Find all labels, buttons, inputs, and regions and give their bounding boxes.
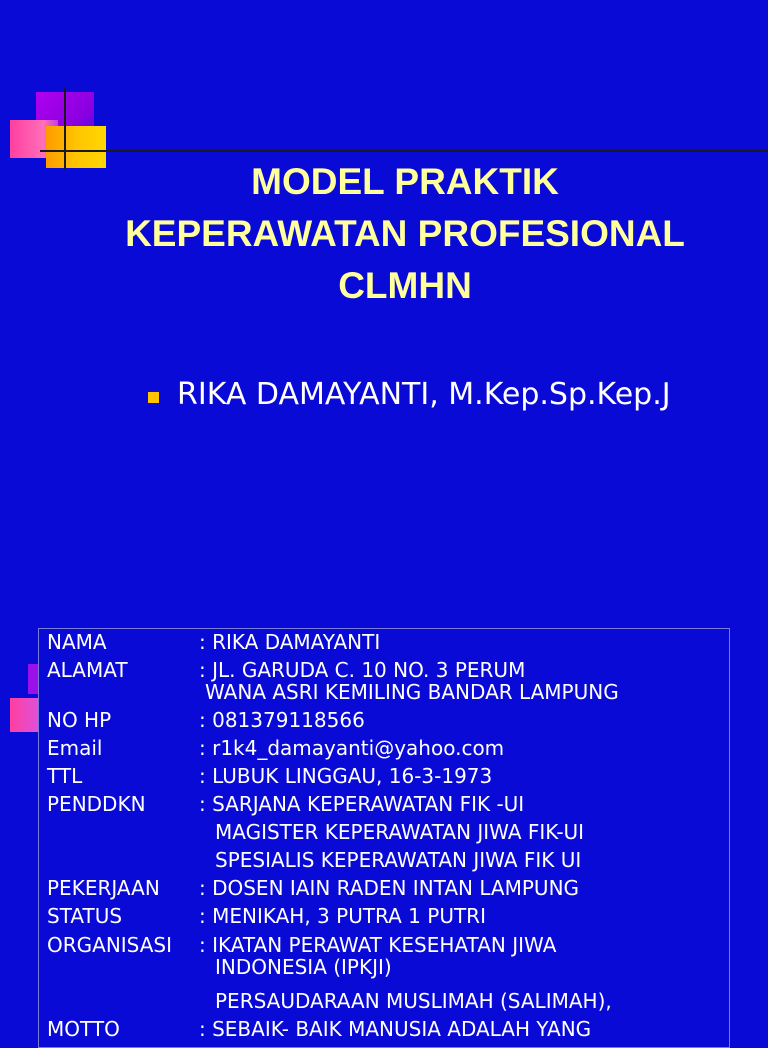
value-pendidikan: : SARJANA KEPERAWATAN FIK -UI: [199, 792, 525, 816]
title-line-1: MODEL PRAKTIK: [251, 161, 559, 202]
bullet-square-icon: [148, 392, 159, 403]
decorative-horizontal-line: [40, 150, 768, 152]
label-nama: NAMA: [47, 630, 107, 654]
author-name: RIKA DAMAYANTI, M.Kep.Sp.Kep.J: [177, 377, 671, 412]
value-organisasi-cont-2: PERSAUDARAAN MUSLIMAH (SALIMAH),: [215, 989, 612, 1013]
value-alamat: : JL. GARUDA C. 10 NO. 3 PERUM: [199, 658, 526, 682]
value-ttl: : LUBUK LINGGAU, 16-3-1973: [199, 764, 493, 788]
label-pendidikan: PENDDKN: [47, 792, 146, 816]
label-pekerjaan: PEKERJAAN: [47, 876, 160, 900]
label-organisasi: ORGANISASI: [47, 933, 173, 957]
biodata-row-motto: [47, 1017, 592, 1045]
value-email: : r1k4_damayanti@yahoo.com: [199, 736, 505, 760]
value-motto: : SEBAIK- BAIK MANUSIA ADALAH YANG: [199, 1017, 592, 1041]
biodata-row-pekerjaan: [47, 876, 580, 904]
slide-title: [60, 156, 750, 312]
label-alamat: ALAMAT: [47, 658, 128, 682]
value-alamat-cont: WANA ASRI KEMILING BANDAR LAMPUNG: [205, 680, 619, 704]
value-pendidikan-cont-1: MAGISTER KEPERAWATAN JIWA FIK-UI: [215, 820, 585, 844]
label-ttl: TTL: [47, 764, 83, 788]
biodata-row-alamat: [47, 658, 526, 682]
value-pendidikan-cont-2: SPESIALIS KEPERAWATAN JIWA FIK UI: [215, 848, 582, 872]
value-status: : MENIKAH, 3 PUTRA 1 PUTRI: [199, 904, 486, 928]
biodata-row-ttl: [47, 764, 493, 792]
biodata-row-status: [47, 904, 486, 932]
biodata-list: [47, 630, 619, 1045]
biodata-row-nama: [47, 630, 461, 652]
value-organisasi: : IKATAN PERAWAT KESEHATAN JIWA: [199, 933, 557, 957]
label-motto: MOTTO: [47, 1017, 120, 1041]
decorative-square-pink-2: [10, 698, 38, 732]
value-nama: : RIKA DAMAYANTI: [199, 630, 381, 654]
value-organisasi-cont-1: INDONESIA (IPKJI): [215, 955, 392, 979]
label-nohp: NO HP: [47, 708, 112, 732]
biodata-row-organisasi: [47, 933, 557, 957]
value-pekerjaan: : DOSEN IAIN RADEN INTAN LAMPUNG: [199, 876, 580, 900]
author-bullet-item: [148, 377, 671, 412]
label-status: STATUS: [47, 904, 123, 928]
title-line-2: KEPERAWATAN PROFESIONAL: [125, 213, 685, 254]
biodata-row-nohp: [47, 708, 461, 736]
value-nohp: : 081379118566: [199, 708, 365, 732]
decorative-square-purple-2: [28, 664, 38, 694]
title-line-3: CLMHN: [338, 265, 472, 306]
biodata-row-pendidikan: [47, 792, 525, 820]
label-email: Email: [47, 736, 103, 760]
biodata-row-email: [47, 736, 505, 764]
